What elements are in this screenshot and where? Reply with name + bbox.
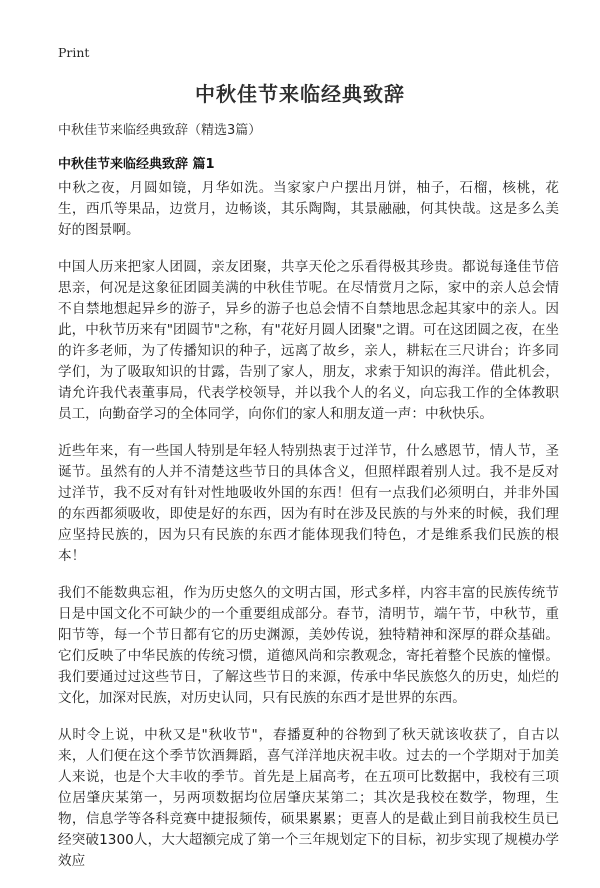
page-title: 中秋佳节来临经典致辞	[195, 82, 405, 106]
paragraph: 中国人历来把家人团圆，亲友团聚，共享天伦之乐看得极其珍贵。都说每逢佳节倍思亲，何况是这象征团圆美满的中秋佳节呢。在尽情赏月之际，家中的亲人总会情不自禁地想起异乡的游子，异乡的游子也总会情不自禁地思念起其家中的亲人。因此，中秋节历来有"团圆节"之称，有"花好月圆人团聚"之谓。可在这团圆之夜，在坐的许多老师，为了传播知识的种子，远离了故乡，亲人，耕耘在三尺讲台；许多同学们，为了吸取知识的甘露，告别了家人，朋友，求索于知识的海洋。借此机会，请允许我代表董事局，代表学校领导，并以我个人的名义，向忘我工作的全体教职员工，向勤奋学习的全体同学，向你们的家人和朋友道一声：中秋快乐。	[58, 259, 559, 422]
paragraph: 我们不能数典忘祖，作为历史悠久的文明古国，形式多样，内容丰富的民族传统节日是中国文化不可缺少的一个重要组成部分。春节，清明节，端午节，中秋节，重阳节等，每一个节日都有它的历史渊源，美妙传说，独特精神和深厚的群众基础。它们反映了中华民族的传统习惯，道德风尚和宗教观念，寄托着整个民族的憧憬。我们要通过过这些节日，了解这些节日的来源，传承中华民族悠久的历史，灿烂的文化，加深对民族，对历史认同，只有民族的东西才是世界的东西。	[58, 585, 559, 706]
section-heading: 中秋佳节来临经典致辞 篇1	[58, 157, 215, 172]
paragraph: 中秋之夜，月圆如镜，月华如洗。当家家户户摆出月饼，柚子，石榴，核桃，花生，西爪等果品，边赏月，边畅谈，其乐陶陶，其景融融，何其快哉。这是多么美好的图景啊。	[58, 180, 559, 238]
paragraph: 从时令上说，中秋又是"秋收节"，春播夏种的谷物到了秋天就该收获了，自古以来，人们便在这个季节饮酒舞蹈，喜气洋洋地庆祝丰收。过去的一个学期对于加美人来说，也是个大丰收的季节。首先是上届高考，在五项可比数据中，我校有三项位居肇庆某第一，另两项数据均位居肇庆某第二；其次是我校在数学，物理，生物，信息学等各科竞赛中捷报频传，硕果累累；更喜人的是截止到目前我校生员已经突破1300人，大大超额完成了第一个三年规划定下的目标，初步实现了规模办学效应	[58, 727, 559, 869]
article-body	[58, 178, 559, 888]
document-subtitle: 中秋佳节来临经典致辞（精选3篇）	[58, 123, 262, 138]
print-link[interactable]: Print	[58, 45, 90, 60]
paragraph: 近些年来，有一些国人特别是年轻人特别热衷于过洋节，什么感恩节，情人节，圣诞节。虽然有的人并不清楚这些节日的具体含义，但照样跟着别人过。我不是反对过洋节，我不反对有针对性地吸收外国的东西！但有一点我们必须明白，并非外国的东西都须吸收，即使是好的东西，因为有时在涉及民族的与外来的时候，我们理应坚持民族的，因为只有民族的东西才能体现我们特色，才是维系我们民族的根本！	[58, 443, 559, 564]
